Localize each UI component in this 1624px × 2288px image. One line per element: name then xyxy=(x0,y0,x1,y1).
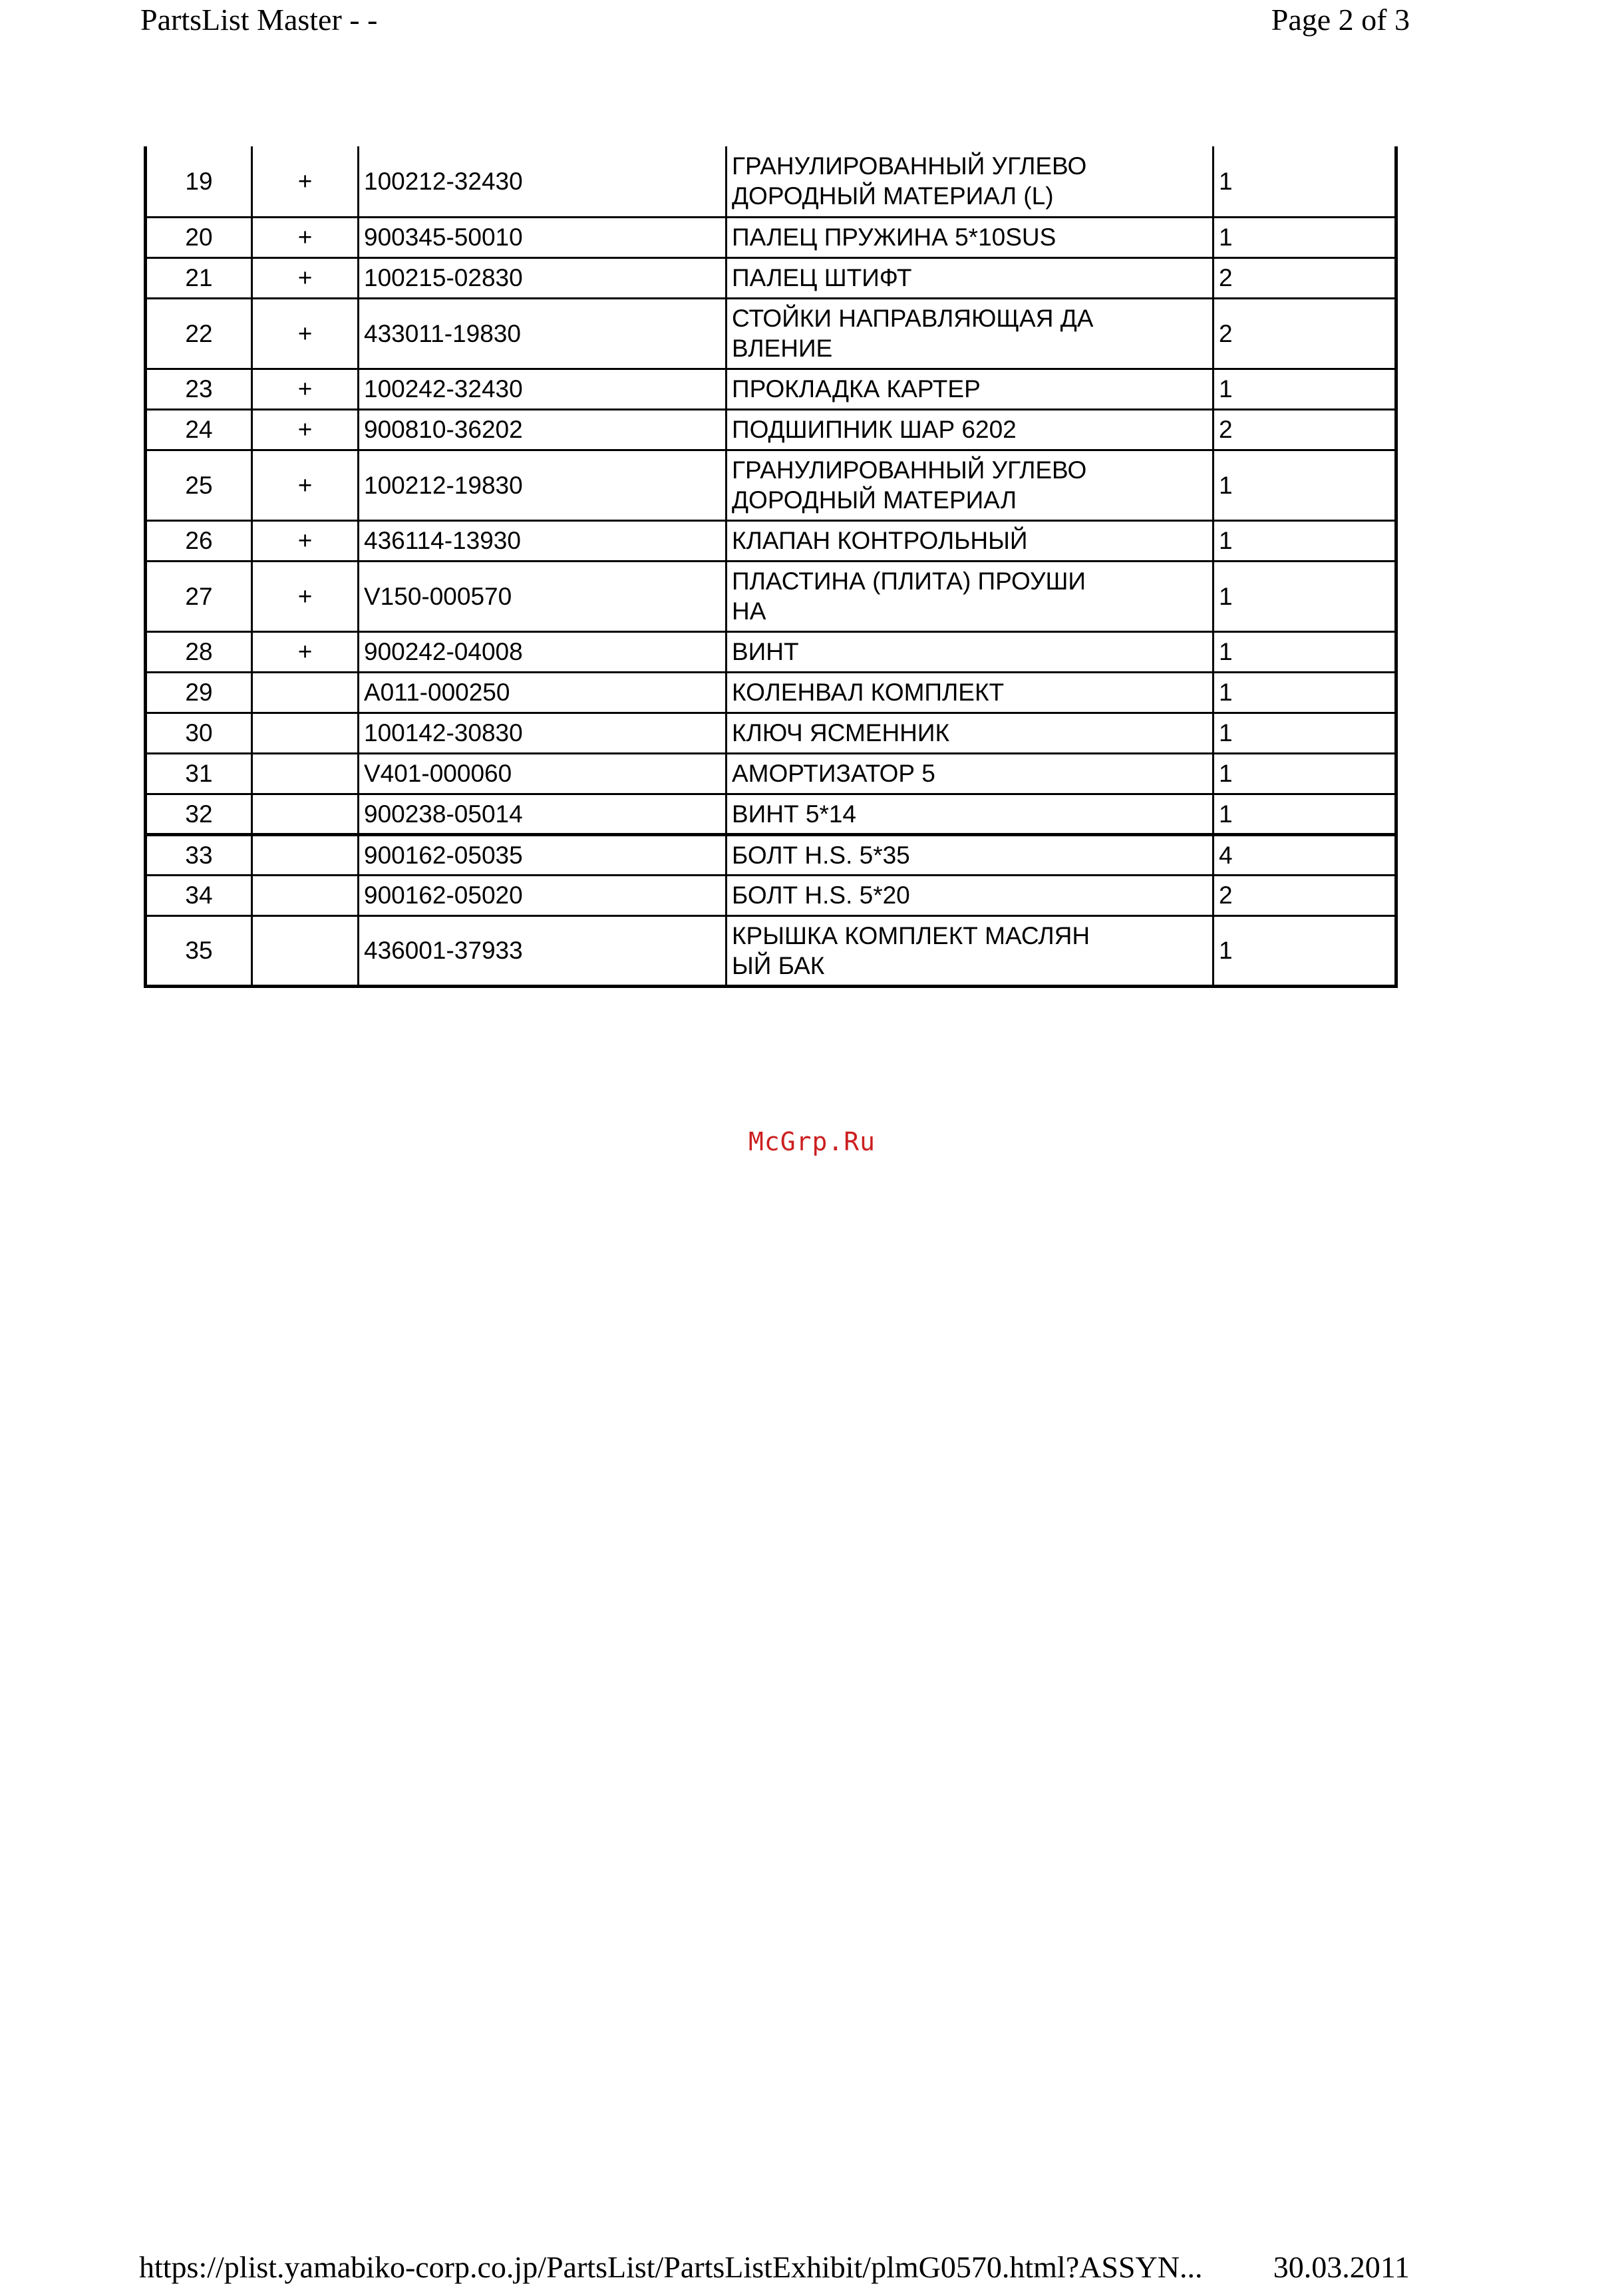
part-code-cell: 900345-50010 xyxy=(359,217,727,257)
quantity-cell: 1 xyxy=(1214,217,1396,257)
quantity-cell: 1 xyxy=(1214,450,1396,520)
part-number-cell: 33 xyxy=(146,834,252,875)
assembly-mark-cell: + xyxy=(252,520,359,561)
assembly-mark-cell: + xyxy=(252,369,359,409)
part-name-cell: ПАЛЕЦ ПРУЖИНА 5*10SUS xyxy=(727,217,1214,257)
part-code-cell: 433011-19830 xyxy=(359,298,727,369)
table-row xyxy=(146,834,1396,875)
table-row xyxy=(146,794,1396,834)
part-number-cell: 23 xyxy=(146,369,252,409)
part-number-cell: 35 xyxy=(146,915,252,986)
quantity-cell: 2 xyxy=(1214,875,1396,915)
table-row xyxy=(146,257,1396,298)
part-number-cell: 21 xyxy=(146,257,252,298)
table-row xyxy=(146,875,1396,915)
quantity-cell: 2 xyxy=(1214,257,1396,298)
part-name-cell: КЛАПАН КОНТРОЛЬНЫЙ xyxy=(727,520,1214,561)
part-name-cell: ГРАНУЛИРОВАННЫЙ УГЛЕВО ДОРОДНЫЙ МАТЕРИАЛ xyxy=(727,450,1214,520)
quantity-cell: 1 xyxy=(1214,146,1396,217)
part-code-cell: 100215-02830 xyxy=(359,257,727,298)
watermark: McGrp.Ru xyxy=(748,1127,876,1156)
assembly-mark-cell: + xyxy=(252,217,359,257)
part-code-cell: 100212-32430 xyxy=(359,146,727,217)
part-name-cell: КЛЮЧ ЯСМЕННИК xyxy=(727,713,1214,753)
quantity-cell: 1 xyxy=(1214,794,1396,834)
table-row xyxy=(146,631,1396,672)
part-code-cell: 900238-05014 xyxy=(359,794,727,834)
part-name-cell: БОЛТ H.S. 5*35 xyxy=(727,834,1214,875)
quantity-cell: 1 xyxy=(1214,631,1396,672)
table-row xyxy=(146,450,1396,520)
assembly-mark-cell xyxy=(252,915,359,986)
part-name-cell: АМОРТИЗАТОР 5 xyxy=(727,753,1214,794)
assembly-mark-cell: + xyxy=(252,450,359,520)
part-code-cell: 100142-30830 xyxy=(359,713,727,753)
table-row xyxy=(146,915,1396,986)
quantity-cell: 1 xyxy=(1214,915,1396,986)
part-number-cell: 30 xyxy=(146,713,252,753)
part-number-cell: 24 xyxy=(146,409,252,450)
part-code-cell: 436001-37933 xyxy=(359,915,727,986)
parts-table xyxy=(144,146,1398,988)
quantity-cell: 2 xyxy=(1214,409,1396,450)
part-number-cell: 26 xyxy=(146,520,252,561)
part-code-cell: 900162-05035 xyxy=(359,834,727,875)
document-title: PartsList Master - - xyxy=(140,3,378,37)
assembly-mark-cell xyxy=(252,834,359,875)
quantity-cell: 1 xyxy=(1214,753,1396,794)
assembly-mark-cell: + xyxy=(252,631,359,672)
part-number-cell: 29 xyxy=(146,672,252,713)
quantity-cell: 1 xyxy=(1214,369,1396,409)
assembly-mark-cell xyxy=(252,713,359,753)
table-row xyxy=(146,713,1396,753)
table-row xyxy=(146,298,1396,369)
part-code-cell: 100242-32430 xyxy=(359,369,727,409)
part-number-cell: 20 xyxy=(146,217,252,257)
part-code-cell: 900810-36202 xyxy=(359,409,727,450)
assembly-mark-cell xyxy=(252,794,359,834)
footer-date: 30.03.2011 xyxy=(1273,2250,1410,2284)
part-name-cell: ПАЛЕЦ ШТИФТ xyxy=(727,257,1214,298)
page-indicator: Page 2 of 3 xyxy=(1271,3,1410,37)
assembly-mark-cell: + xyxy=(252,146,359,217)
footer-url: https://plist.yamabiko-corp.co.jp/PartsList/PartsListExhibit/plmG0570.html?ASSYN... xyxy=(139,2250,1203,2284)
table-row xyxy=(146,753,1396,794)
part-code-cell: 436114-13930 xyxy=(359,520,727,561)
quantity-cell: 2 xyxy=(1214,298,1396,369)
assembly-mark-cell xyxy=(252,753,359,794)
quantity-cell: 1 xyxy=(1214,672,1396,713)
part-number-cell: 19 xyxy=(146,146,252,217)
assembly-mark-cell: + xyxy=(252,257,359,298)
part-number-cell: 34 xyxy=(146,875,252,915)
part-name-cell: ПЛАСТИНА (ПЛИТА) ПРОУШИ НА xyxy=(727,561,1214,631)
part-number-cell: 32 xyxy=(146,794,252,834)
part-number-cell: 27 xyxy=(146,561,252,631)
part-name-cell: ПРОКЛАДКА КАРТЕР xyxy=(727,369,1214,409)
part-number-cell: 28 xyxy=(146,631,252,672)
part-code-cell: V150-000570 xyxy=(359,561,727,631)
part-name-cell: ВИНТ xyxy=(727,631,1214,672)
table-row xyxy=(146,217,1396,257)
part-name-cell: ВИНТ 5*14 xyxy=(727,794,1214,834)
table-row xyxy=(146,672,1396,713)
table-row xyxy=(146,409,1396,450)
quantity-cell: 4 xyxy=(1214,834,1396,875)
part-number-cell: 22 xyxy=(146,298,252,369)
quantity-cell: 1 xyxy=(1214,520,1396,561)
part-code-cell: 100212-19830 xyxy=(359,450,727,520)
part-name-cell: БОЛТ H.S. 5*20 xyxy=(727,875,1214,915)
assembly-mark-cell: + xyxy=(252,409,359,450)
quantity-cell: 1 xyxy=(1214,713,1396,753)
part-code-cell: A011-000250 xyxy=(359,672,727,713)
part-code-cell: 900242-04008 xyxy=(359,631,727,672)
part-name-cell: КОЛЕНВАЛ КОМПЛЕКТ xyxy=(727,672,1214,713)
part-code-cell: V401-000060 xyxy=(359,753,727,794)
part-name-cell: ПОДШИПНИК ШАР 6202 xyxy=(727,409,1214,450)
table-row xyxy=(146,520,1396,561)
part-number-cell: 25 xyxy=(146,450,252,520)
part-name-cell: СТОЙКИ НАПРАВЛЯЮЩАЯ ДА ВЛЕНИЕ xyxy=(727,298,1214,369)
assembly-mark-cell xyxy=(252,672,359,713)
table-row xyxy=(146,146,1396,217)
assembly-mark-cell xyxy=(252,875,359,915)
part-code-cell: 900162-05020 xyxy=(359,875,727,915)
part-name-cell: КРЫШКА КОМПЛЕКТ МАСЛЯН ЫЙ БАК xyxy=(727,915,1214,986)
table-row xyxy=(146,369,1396,409)
assembly-mark-cell: + xyxy=(252,561,359,631)
parts-table-body xyxy=(146,146,1396,986)
quantity-cell: 1 xyxy=(1214,561,1396,631)
table-row xyxy=(146,561,1396,631)
assembly-mark-cell: + xyxy=(252,298,359,369)
part-number-cell: 31 xyxy=(146,753,252,794)
part-name-cell: ГРАНУЛИРОВАННЫЙ УГЛЕВО ДОРОДНЫЙ МАТЕРИАЛ (L) xyxy=(727,146,1214,217)
